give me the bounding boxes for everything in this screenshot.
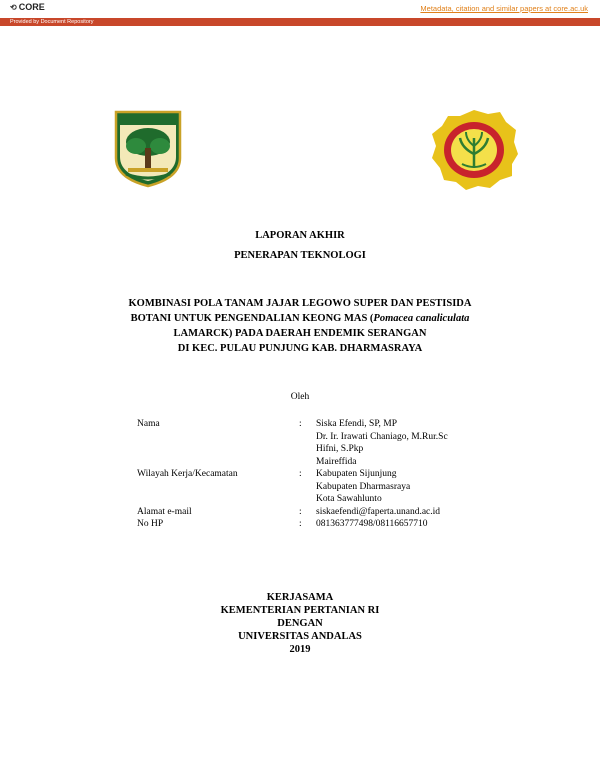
title-line-2: BOTANI UNTUK PENGENDALIAN KEONG MAS (Pomacea canaliculata: [130, 313, 470, 324]
wilayah-value: Kabupaten Sijunjung: [316, 469, 397, 479]
wilayah-value: Kabupaten Dharmasraya: [316, 481, 411, 492]
author-name: Dr. Ir. Irawati Chaniago, M.Rur.Sc: [316, 431, 448, 442]
cooperation-footer: [0, 591, 600, 656]
title-line-3: LAMARCK) PADA DAERAH ENDEMIK SERANGAN: [173, 328, 427, 339]
species-name: Pomacea canaliculata: [373, 313, 470, 324]
author-info-table: [137, 418, 576, 531]
wilayah-value: Kota Sawahlunto: [316, 494, 382, 504]
universitas-andalas-logo: [112, 108, 184, 188]
hp-label: No HP: [137, 519, 164, 529]
footer-line-1: KERJASAMA: [266, 592, 334, 603]
footer-line-4: UNIVERSITAS ANDALAS: [238, 631, 362, 642]
author-name: Hifni, S.Pkp: [316, 444, 364, 454]
wilayah-row: [137, 468, 576, 506]
separator: :: [299, 506, 302, 517]
wilayah-values: [316, 468, 576, 506]
email-value: siskaefendi@faperta.unand.ac.id: [316, 506, 441, 517]
kementerian-pertanian-logo: [428, 108, 520, 192]
provided-by-bar: [0, 18, 600, 26]
separator: :: [299, 419, 302, 429]
author-name: Maireffida: [316, 456, 357, 467]
title-line-1: KOMBINASI POLA TANAM JAJAR LEGOWO SUPER DAN PESTISIDA: [128, 298, 472, 309]
core-mark-icon: ⟲: [10, 3, 17, 12]
report-title: [0, 296, 600, 356]
core-metadata-link[interactable]: Metadata, citation and similar papers at core.ac.uk: [420, 4, 588, 13]
report-type: LAPORAN AKHIR: [255, 230, 345, 241]
core-header-bar: [0, 0, 600, 18]
core-logo[interactable]: [10, 2, 45, 12]
separator: :: [299, 469, 302, 479]
separator: :: [299, 519, 302, 529]
nama-row: [137, 418, 576, 468]
nama-label: Nama: [137, 419, 160, 429]
title-line-4: DI KEC. PULAU PUNJUNG KAB. DHARMASRAYA: [177, 343, 423, 354]
nama-values: [316, 418, 576, 468]
report-subtype: PENERAPAN TEKNOLOGI: [234, 250, 366, 261]
author-name: Siska Efendi, SP, MP: [316, 419, 398, 429]
email-label: Alamat e-mail: [137, 506, 192, 517]
footer-line-2: KEMENTERIAN PERTANIAN RI: [220, 605, 380, 616]
footer-line-3: DENGAN: [277, 618, 323, 629]
hp-value: 081363777498/08116657710: [316, 519, 428, 529]
oleh-label: Oleh: [290, 392, 310, 402]
provided-by-text: Provided by Document Repository: [10, 19, 94, 25]
footer-year: 2019: [289, 644, 311, 655]
core-logo-text: CORE: [18, 2, 45, 12]
hp-row: [137, 518, 576, 531]
wilayah-label: Wilayah Kerja/Kecamatan: [137, 469, 238, 479]
email-row: [137, 506, 576, 519]
